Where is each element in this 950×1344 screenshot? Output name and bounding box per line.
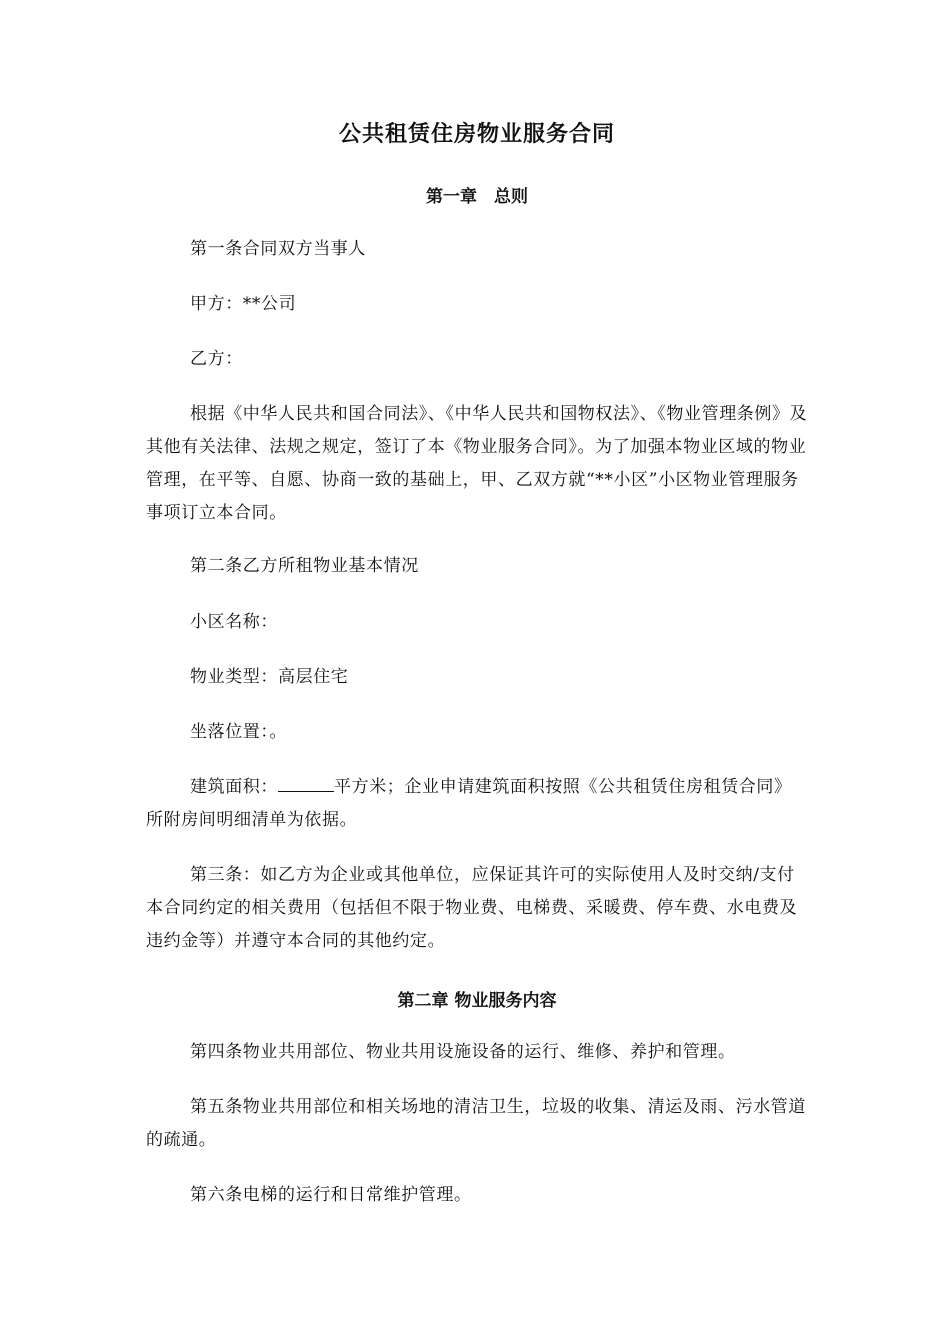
document-title: 公共租赁住房物业服务合同 — [338, 122, 615, 147]
area-blank-line — [278, 773, 334, 792]
building-area-text: 平方米；企业申请建筑面积按照《公共租赁住房租赁合同》所附房间明细清单为依据。 — [146, 777, 792, 830]
article-1-heading: 第一条合同双方当事人 — [190, 239, 366, 259]
chapter-2-heading: 第二章 物业服务内容 — [397, 991, 557, 1011]
preamble-paragraph: 根据《中华人民共和国合同法》、《中华人民共和国物权法》、《物业管理条例》及其他有关法律、法规之规定，签订了本《物业服务合同》。为了加强本物业区域的物业管理，在平等、自愿、协商一致的基础上，甲、乙双方就“**小区”小区物业管理服务事项订立本合同。 — [146, 404, 808, 523]
property-type-line: 物业类型：高层住宅 — [190, 667, 349, 687]
chapter-1-heading: 第一章 总则 — [426, 187, 528, 207]
party-b-line: 乙方： — [190, 349, 243, 369]
article-3-paragraph: 第三条：如乙方为企业或其他单位，应保证其许可的实际使用人及时交纳/支付本合同约定的相关费用（包括但不限于物业费、电梯费、采暖费、停车费、水电费及违约金等）并遵守本合同的其他约定。 — [146, 865, 798, 951]
article-4-paragraph: 第四条物业共用部位、物业共用设施设备的运行、维修、养护和管理。 — [190, 1042, 736, 1062]
building-area-label: 建筑面积： — [190, 777, 278, 797]
article-2-heading: 第二条乙方所租物业基本情况 — [190, 556, 419, 576]
community-name-line: 小区名称： — [190, 612, 278, 632]
building-area-paragraph — [146, 771, 808, 837]
article-5-paragraph: 第五条物业共用部位和相关场地的清洁卫生，垃圾的收集、清运及雨、污水管道的疏通。 — [146, 1097, 806, 1150]
party-a-line: 甲方：**公司 — [190, 294, 297, 314]
location-line: 坐落位置：。 — [190, 722, 288, 742]
article-6-paragraph: 第六条电梯的运行和日常维护管理。 — [190, 1185, 472, 1205]
